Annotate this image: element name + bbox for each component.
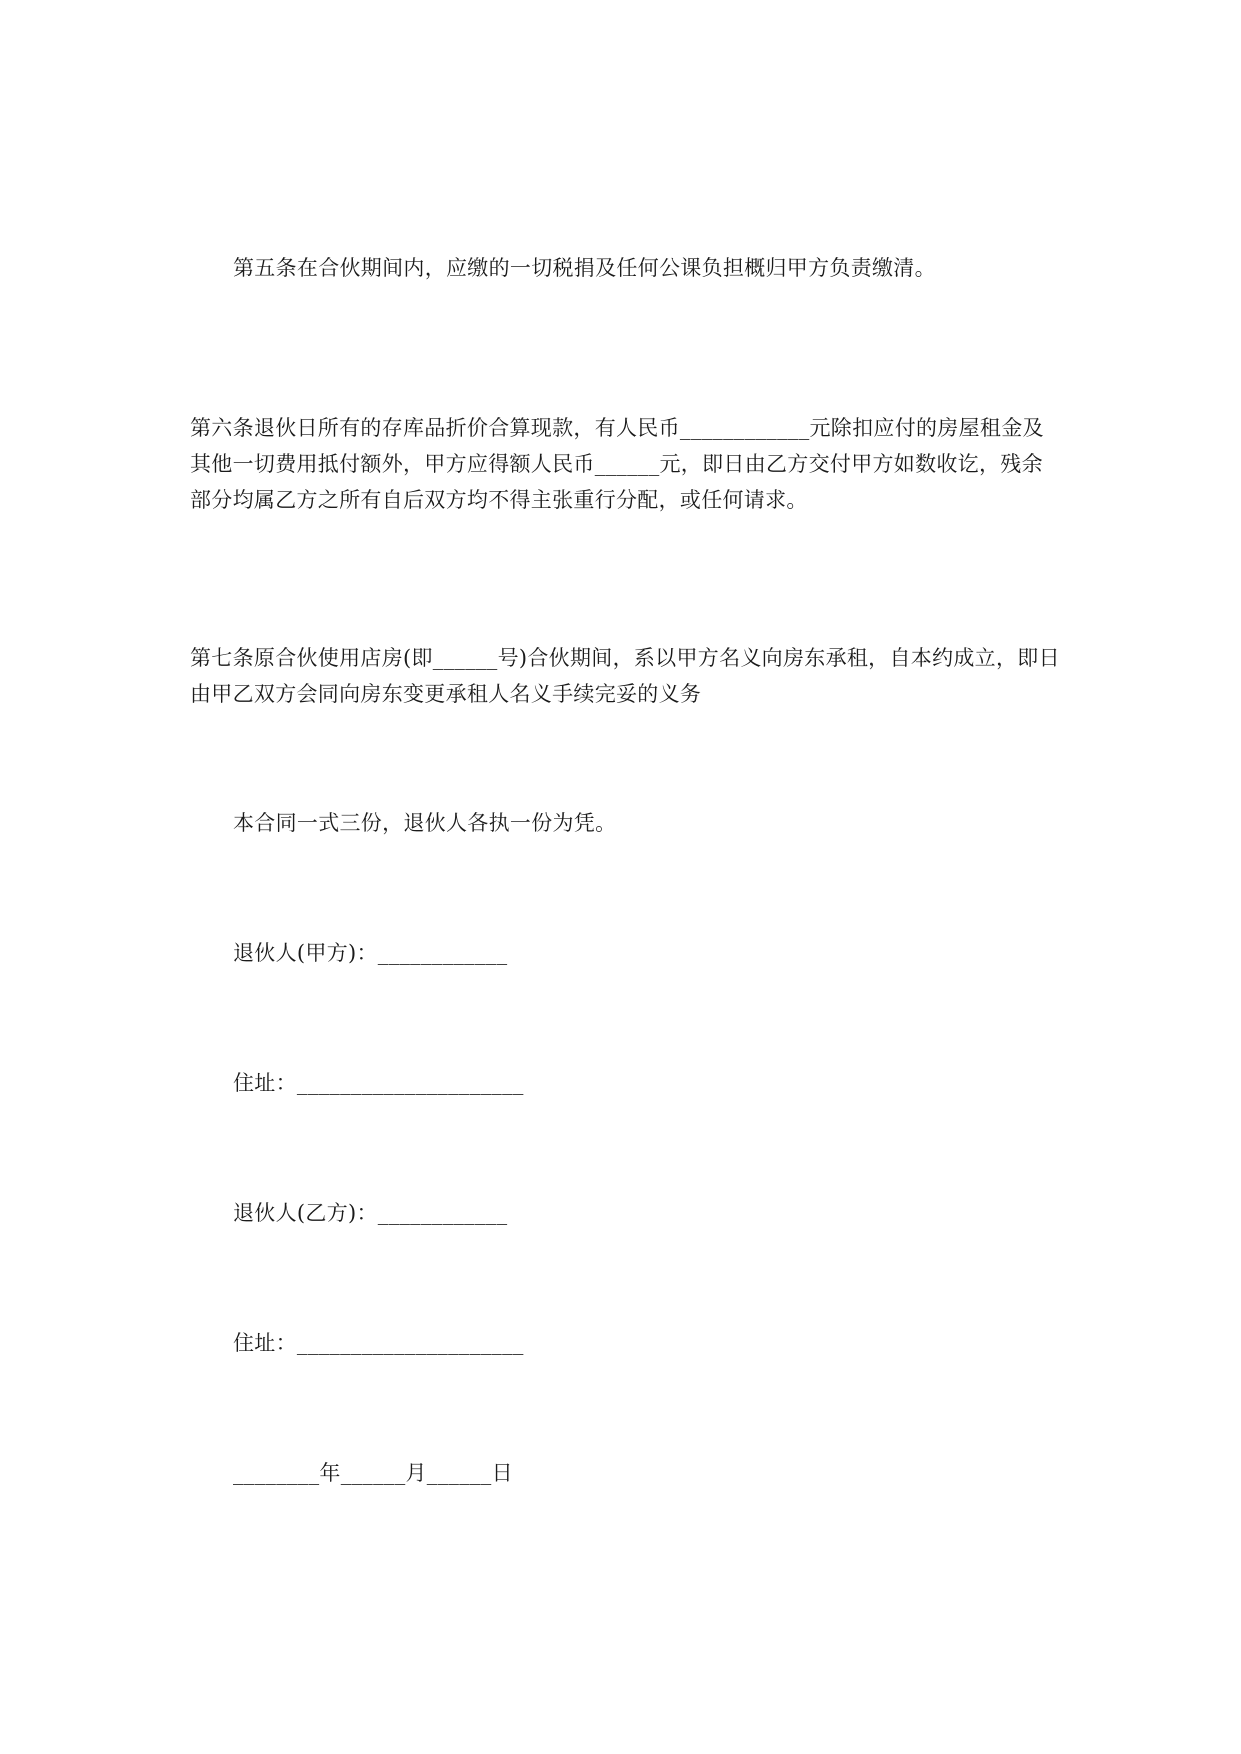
copies-statement: 本合同一式三份，退伙人各执一份为凭。 [233,811,617,835]
article-5-paragraph: 第五条在合伙期间内，应缴的一切税捐及任何公课负担概归甲方负责缴清。 [233,256,936,280]
party-a-address-line: 住址：_____________________ [233,1071,524,1095]
date-line: ________年______月______日 [233,1461,513,1485]
party-b-signature-line: 退伙人(乙方)：____________ [233,1201,508,1225]
party-a-signature-line: 退伙人(甲方)：____________ [233,941,508,965]
party-b-address-line: 住址：_____________________ [233,1331,524,1355]
article-6-paragraph: 第六条退伙日所有的存库品折价合算现款，有人民币____________元除扣应付的房屋租金及其他一切费用抵付额外，甲方应得额人民币______元，即日由乙方交付甲方如数收讫，残余部分均属乙方之所有自后双方均不得主张重行分配，或任何请求。 [190,416,1044,512]
article-7-paragraph: 第七条原合伙使用店房(即______号)合伙期间，系以甲方名义向房东承租，自本约成立，即日由甲乙双方会同向房东变更承租人名义手续完妥的义务 [190,646,1060,706]
